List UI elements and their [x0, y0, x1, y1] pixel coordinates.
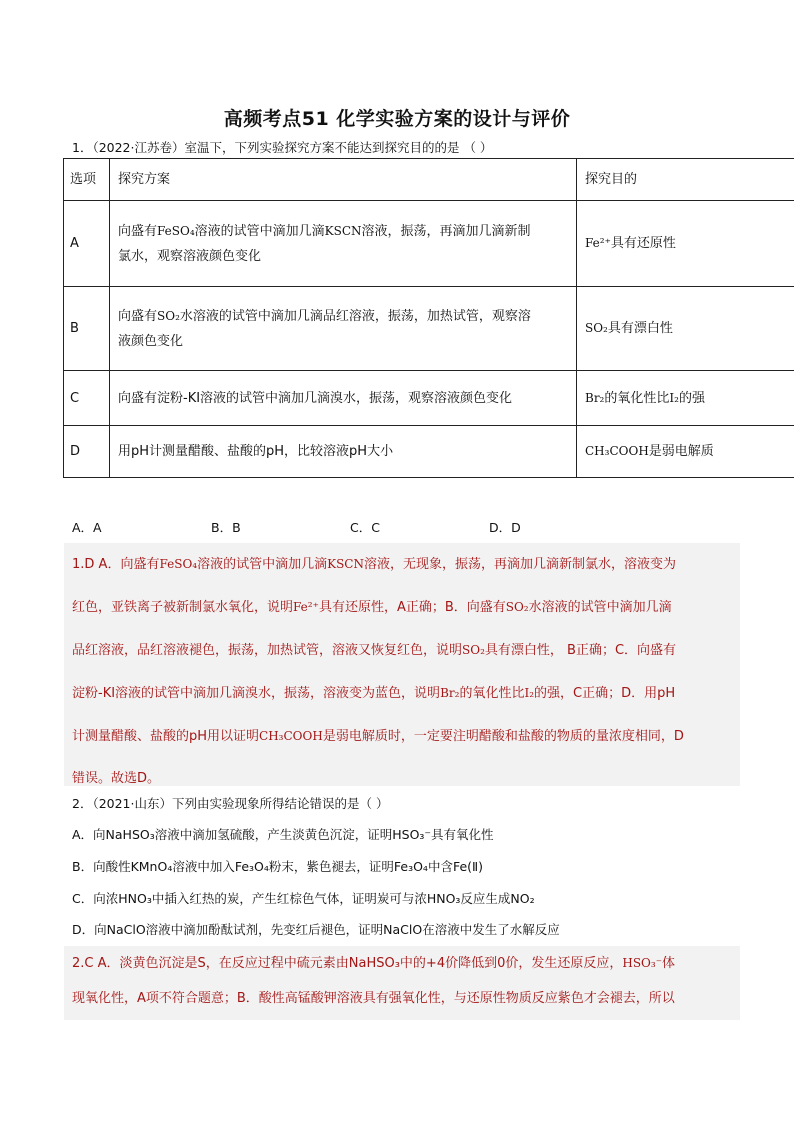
row-goal: Fe²⁺具有还原性 [577, 201, 794, 287]
table-row [64, 371, 794, 426]
table-row [64, 426, 794, 478]
question-1-choices [72, 518, 628, 536]
row-goal: SO₂具有漂白性 [577, 287, 794, 371]
row-plan: 用pH计测量醋酸、盐酸的pH，比较溶液pH大小 [110, 426, 577, 478]
answer-line: 计测量醋酸、盐酸的pH用以证明CH₃COOH是弱电解质时，一定要注明醋酸和盐酸的物质的量浓度相同，D [72, 729, 684, 744]
header-option: 选项 [64, 159, 110, 201]
row-option: B [64, 287, 110, 371]
choice-a: A．A [72, 520, 102, 535]
question-2-stem: 2．（2021·山东）下列由实验现象所得结论错误的是（ ） [72, 796, 389, 811]
table-header-row [64, 159, 794, 201]
page-title: 高频考点51 化学实验方案的设计与评价 [223, 108, 571, 130]
answer-2-explanation [64, 946, 740, 1020]
answer-line: 红色，亚铁离子被新制氯水氧化，说明Fe²⁺具有还原性，A正确；B．向盛有SO₂水溶液的试管中滴加几滴 [72, 600, 672, 615]
options-table [63, 158, 794, 478]
table-row [64, 287, 794, 371]
header-goal: 探究目的 [577, 159, 794, 201]
header-plan: 探究方案 [110, 159, 577, 201]
choice-b: B．B [211, 520, 241, 535]
choice-d: D．D [489, 520, 521, 535]
row-goal: CH₃COOH是弱电解质 [577, 426, 794, 478]
row-plan: 向盛有SO₂水溶液的试管中滴加几滴品红溶液，振荡，加热试管，观察溶 液颜色变化 [110, 287, 577, 371]
row-plan: 向盛有FeSO₄溶液的试管中滴加几滴KSCN溶液，振荡，再滴加几滴新制 氯水，观察溶液颜色变化 [110, 201, 577, 287]
question-1-stem: 1．（2022·江苏卷）室温下，下列实验探究方案不能达到探究目的的是 （ ） [72, 140, 493, 155]
choice-c: C．C [350, 520, 380, 535]
answer-1-explanation [64, 543, 740, 786]
row-option: D [64, 426, 110, 478]
question-2-option-c: C．向浓HNO₃中插入红热的炭，产生红棕色气体，证明炭可与浓HNO₃反应生成NO₂ [72, 891, 535, 906]
row-goal: Br₂的氧化性比I₂的强 [577, 371, 794, 426]
row-option: C [64, 371, 110, 426]
answer-line: 1.D A．向盛有FeSO₄溶液的试管中滴加几滴KSCN溶液，无现象，振荡，再滴加几滴新制氯水，溶液变为 [72, 557, 676, 572]
answer-line: 品红溶液，品红溶液褪色，振荡，加热试管，溶液又恢复红色，说明SO₂具有漂白性， B正确；C．向盛有 [72, 643, 677, 658]
row-option: A [64, 201, 110, 287]
answer-line: 淀粉-KI溶液的试管中滴加几滴溴水，振荡，溶液变为蓝色，说明Br₂的氧化性比I₂的强，C正确；D．用pH [72, 686, 676, 701]
answer-line: 2.C A．淡黄色沉淀是S，在反应过程中硫元素由NaHSO₃中的+4价降低到0价，发生还原反应，HSO₃⁻体 [72, 956, 676, 971]
row-plan: 向盛有淀粉-KI溶液的试管中滴加几滴溴水，振荡，观察溶液颜色变化 [110, 371, 577, 426]
question-2-option-a: A．向NaHSO₃溶液中滴加氢硫酸，产生淡黄色沉淀，证明HSO₃⁻具有氧化性 [72, 827, 494, 842]
answer-line: 错误。故选D。 [72, 771, 161, 786]
answer-line: 现氧化性，A项不符合题意；B．酸性高锰酸钾溶液具有强氧化性，与还原性物质反应紫色才会褪去，所以 [72, 991, 675, 1006]
table-row [64, 201, 794, 287]
question-2-option-b: B．向酸性KMnO₄溶液中加入Fe₃O₄粉末，紫色褪去，证明Fe₃O₄中含Fe(Ⅱ) [72, 859, 484, 874]
question-2-option-d: D．向NaClO溶液中滴加酚酞试剂，先变红后褪色，证明NaClO在溶液中发生了水解反应 [72, 922, 560, 937]
